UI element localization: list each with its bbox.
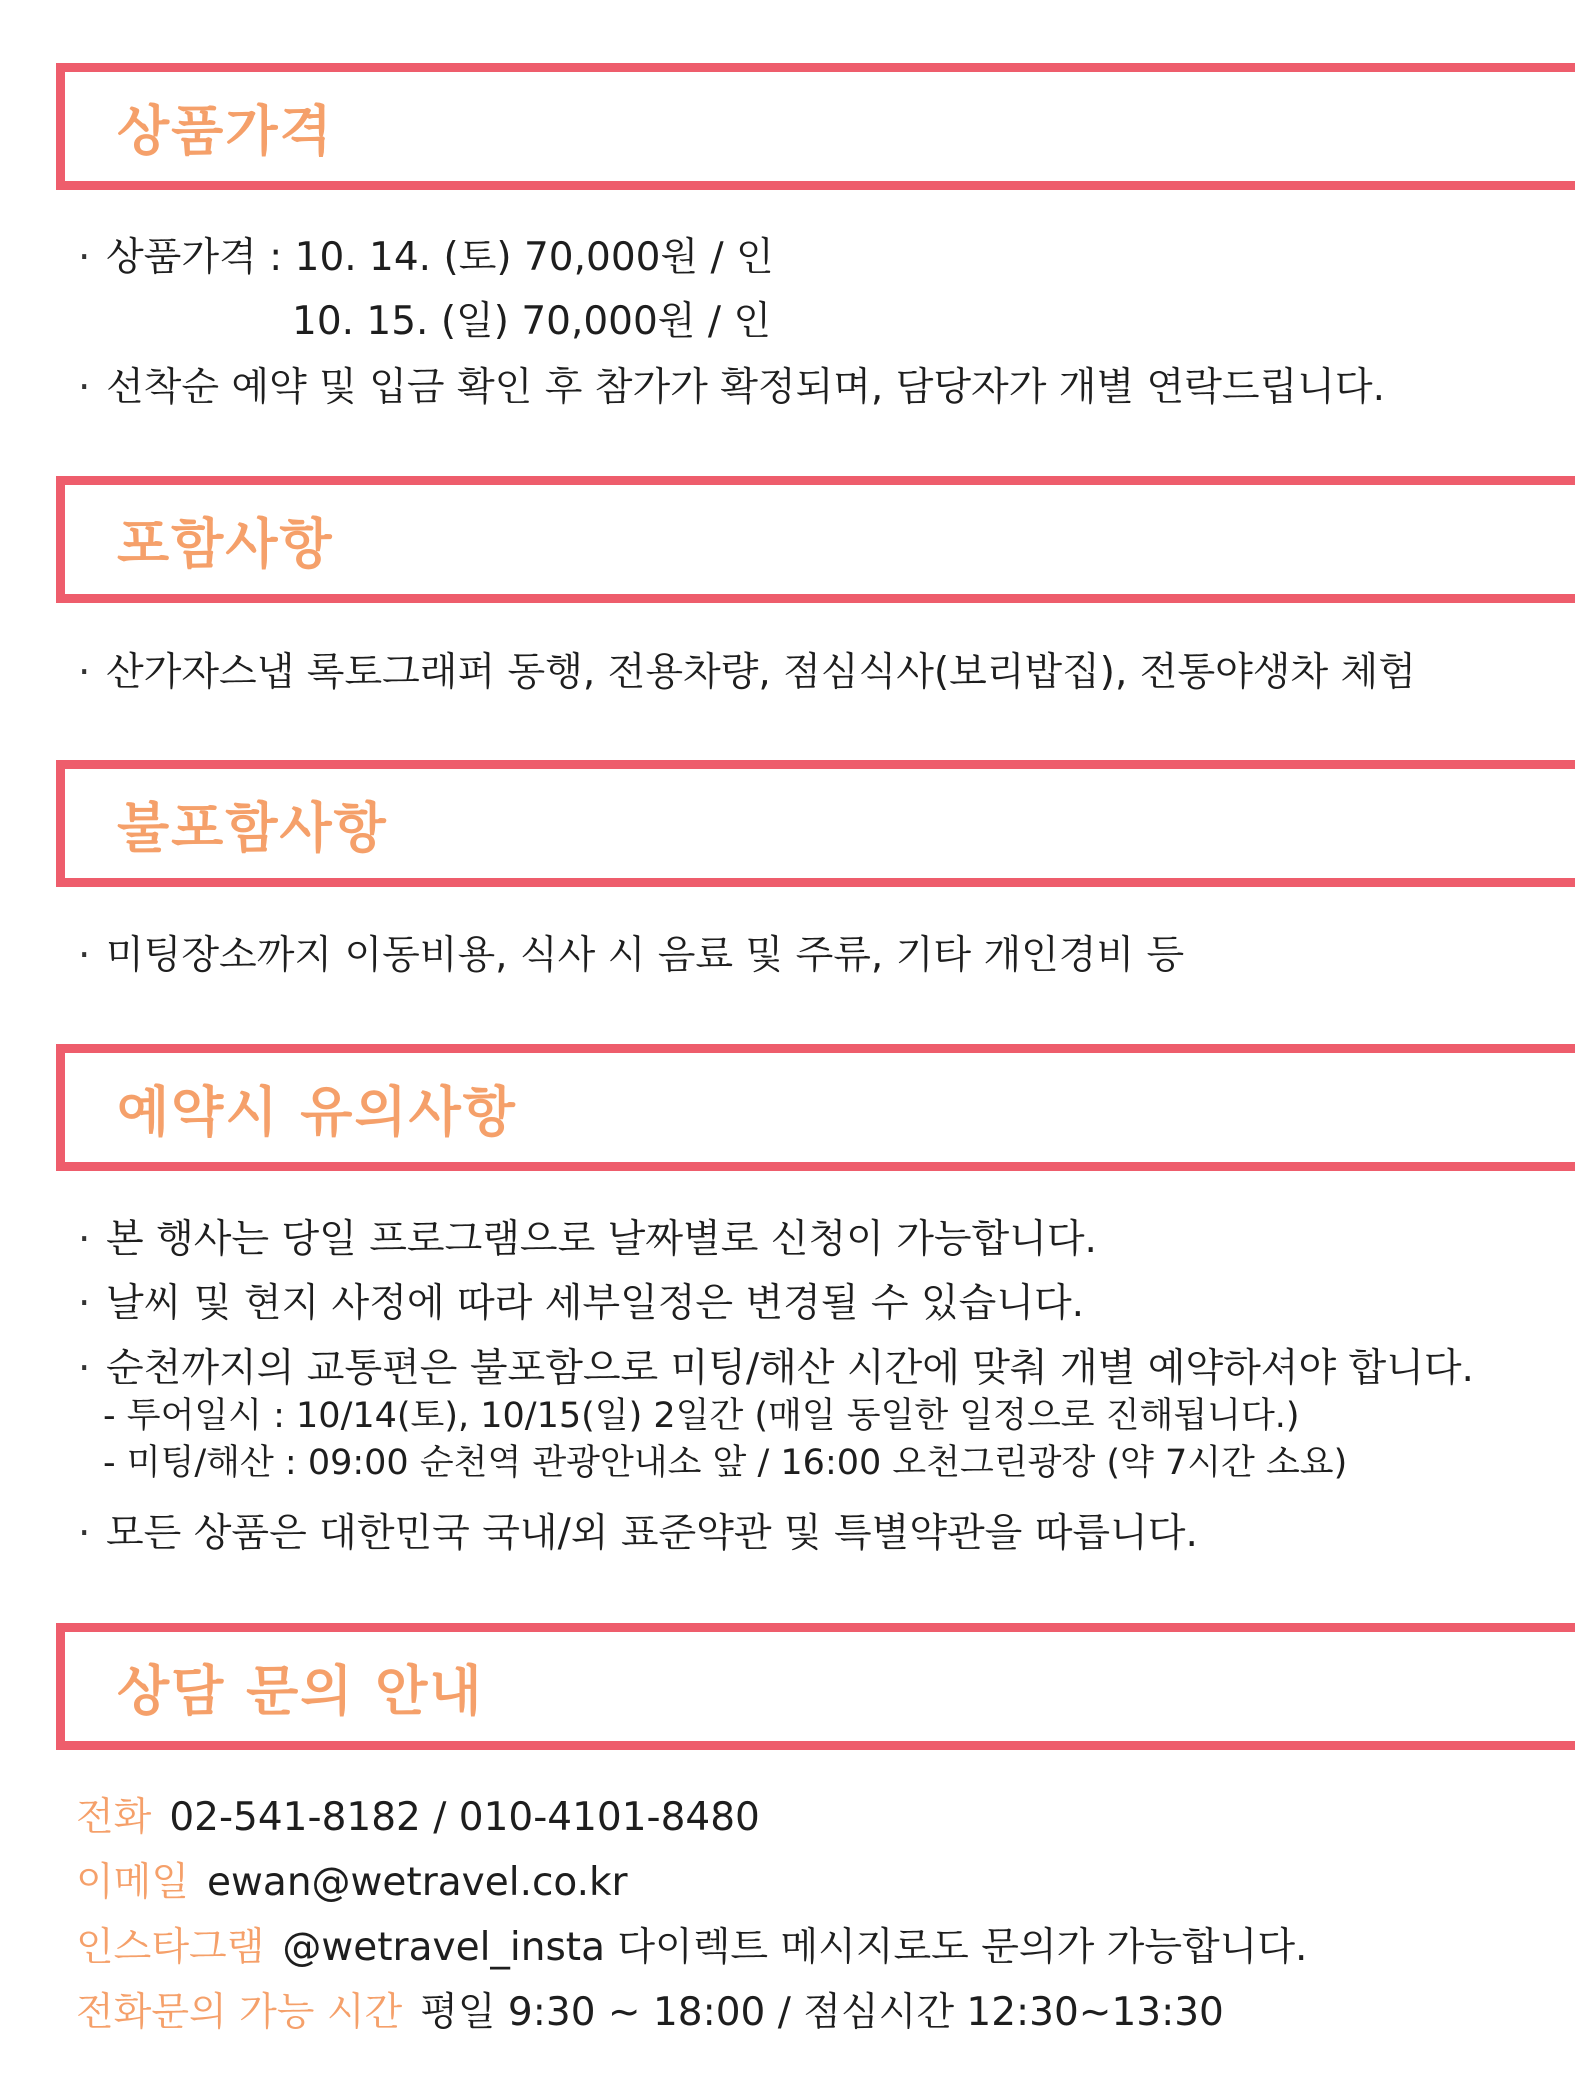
email-link[interactable]: ewan@wetravel.co.kr — [207, 1860, 628, 1905]
bullet-dot: · — [78, 365, 91, 410]
bullet-dot: · — [78, 933, 91, 978]
notice-sub-item: - 투어일시 : 10/14(토), 10/15(일) 2일간 (매일 동일한 일정으로 진해됩니다.) — [103, 1396, 1300, 1436]
price-line-1 — [78, 235, 774, 280]
bullet-dot: · — [78, 1511, 91, 1556]
section-title: 불포함사항 — [117, 796, 388, 859]
included-item — [78, 650, 1416, 695]
instagram-handle[interactable]: @wetravel_insta 다이렉트 메시지로도 문의가 가능합니다. — [282, 1925, 1308, 1970]
section-title: 상담 문의 안내 — [117, 1659, 484, 1722]
section-title: 예약시 유의사항 — [117, 1080, 517, 1143]
bullet-dot: · — [78, 1346, 91, 1391]
notice-item-text: 모든 상품은 대한민국 국내/외 표준약관 및 특별약관을 따릅니다. — [106, 1511, 1198, 1556]
section-header-included — [56, 476, 1575, 603]
contact-row-hours — [76, 1990, 1224, 2035]
contact-row-phone — [76, 1795, 760, 1840]
price-label: 상품가격 : — [106, 235, 295, 280]
price-note — [78, 365, 1385, 410]
bullet-dot: · — [78, 650, 91, 695]
notice-item-text: 순천까지의 교통편은 불포함으로 미팅/해산 시간에 맞춰 개별 예약하셔야 합니다. — [106, 1346, 1474, 1391]
notice-item — [78, 1281, 1085, 1326]
notice-item — [78, 1511, 1198, 1556]
notice-item-text: 본 행사는 당일 프로그램으로 날짜별로 신청이 가능합니다. — [106, 1217, 1097, 1262]
section-header-contact — [56, 1623, 1575, 1750]
contact-label: 전화문의 가능 시간 — [76, 1990, 403, 2035]
excluded-item-text: 미팅장소까지 이동비용, 식사 시 음료 및 주류, 기타 개인경비 등 — [106, 933, 1185, 978]
contact-hours: 평일 9:30 ~ 18:00 / 점심시간 12:30~13:30 — [420, 1990, 1224, 2035]
bullet-dot: · — [78, 235, 91, 280]
contact-label: 인스타그램 — [76, 1925, 265, 1970]
contact-label: 전화 — [76, 1795, 152, 1840]
section-header-notice — [56, 1044, 1575, 1171]
section-title: 상품가격 — [117, 99, 334, 162]
notice-item-text: 날씨 및 현지 사정에 따라 세부일정은 변경될 수 있습니다. — [106, 1281, 1085, 1326]
excluded-item — [78, 933, 1185, 978]
included-item-text: 산가자스냅 록토그래퍼 동행, 전용차량, 점심식사(보리밥집), 전통야생차 체험 — [106, 650, 1416, 695]
notice-sub-item: - 미팅/해산 : 09:00 순천역 관광안내소 앞 / 16:00 오천그린광장 (약 7시간 소요) — [103, 1443, 1348, 1483]
bullet-dot: · — [78, 1217, 91, 1262]
notice-item — [78, 1217, 1097, 1262]
price-date-1: 10. 14. (토) 70,000원 / 인 — [294, 235, 774, 280]
contact-row-instagram — [76, 1925, 1308, 1970]
section-header-excluded — [56, 760, 1575, 887]
notice-item — [78, 1346, 1474, 1391]
phone-number[interactable]: 02-541-8182 / 010-4101-8480 — [169, 1795, 760, 1840]
contact-row-email — [76, 1860, 628, 1905]
price-date-2: 10. 15. (일) 70,000원 / 인 — [292, 299, 772, 344]
bullet-dot: · — [78, 1281, 91, 1326]
contact-label: 이메일 — [76, 1860, 190, 1905]
section-header-price — [56, 63, 1575, 190]
price-note-text: 선착순 예약 및 입금 확인 후 참가가 확정되며, 담당자가 개별 연락드립니다. — [106, 365, 1385, 410]
section-title: 포함사항 — [117, 512, 334, 575]
